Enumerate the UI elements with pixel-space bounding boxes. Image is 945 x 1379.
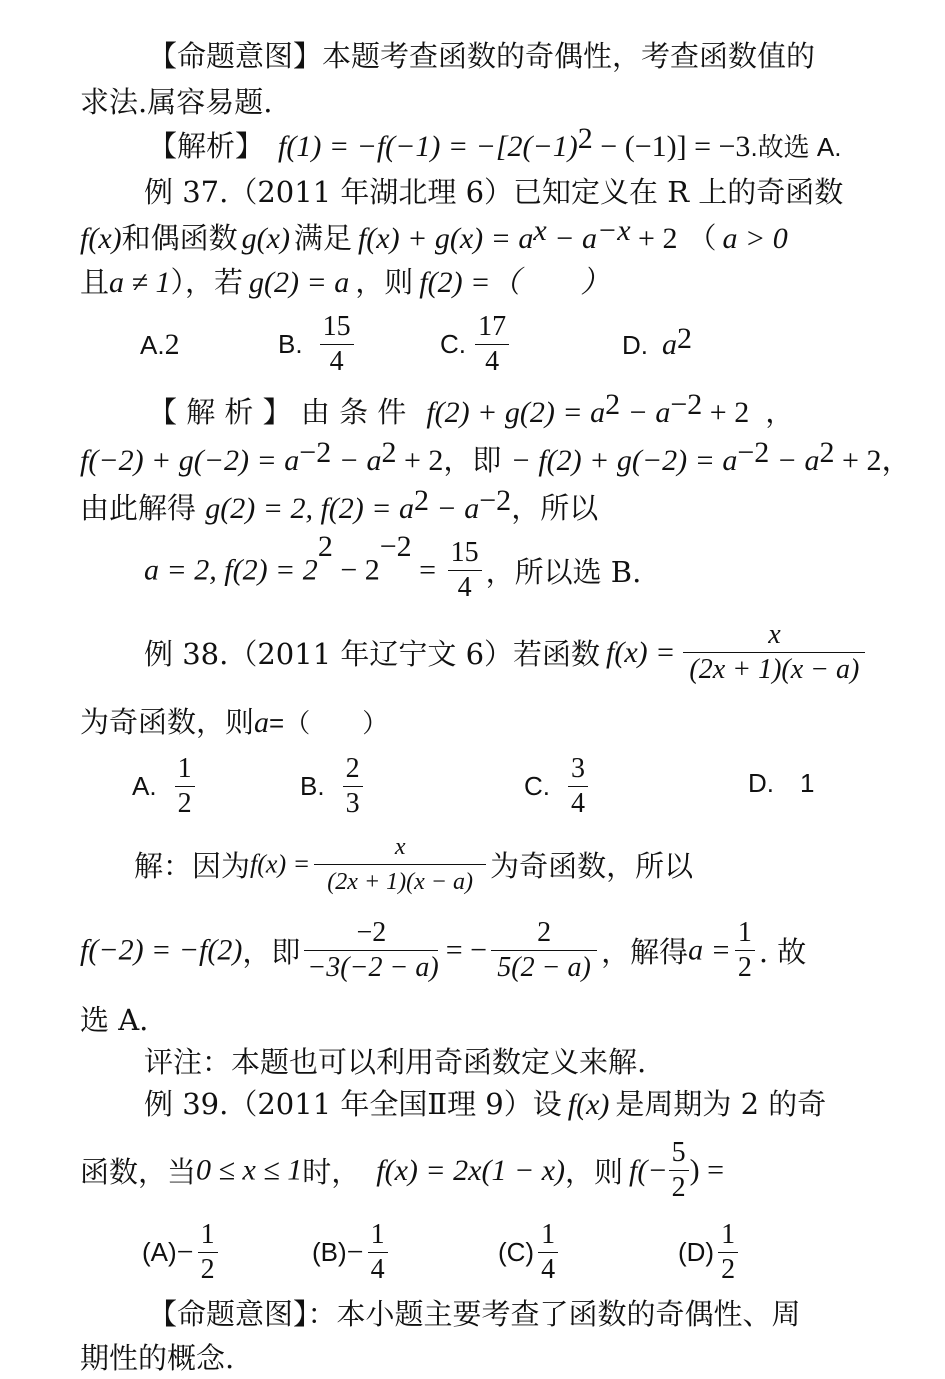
option-38-a: A. $\frac{1}{2}$ [132,752,199,821]
solution-38-line-2: f(−2) = −f(2)，即 $\frac{-2}{-3(-2 - a)}$ = − $\frac{2}{5(2 - a)}$ ，解得a = $\frac{1}{2}$ . 故 [80,917,807,983]
intent-39-line-1: 【命题意图】：本小题主要考查了函数的奇偶性、周 [148,1297,801,1331]
fraction: $\frac{2}{5(2 - a)}$ [491,916,597,985]
fraction: $\frac{1}{4}$ [538,1218,558,1287]
solution-37-line-2: $f(-2) + g(-2) = a^{-2} - a^2 + 2$，即 − $f(2) + g(-2) = a^{-2} - a^2 + 2$， [80,436,912,477]
solution-37-line-3: 由此解得 g(2) = 2, $f(2) = a^2 - a^{-2}$，所以 [80,484,599,525]
fraction: $\frac{5}{2}$ [669,1136,689,1205]
example-38-line-2: 为奇函数，则a=（ ） [80,705,389,739]
example-37-heading: 例 37.（2011 年湖北理 6）已知定义在 R 上的奇函数 [144,175,844,209]
option-37-b: B. $\frac{15}{4}$ [278,310,358,379]
fraction: $\frac{1}{2}$ [175,752,195,821]
fraction: $\frac{-2}{-3(-2 - a)}$ [304,916,441,985]
fraction: $\frac{3}{4}$ [568,752,588,821]
intent-line-2: 求法.属容易题. [80,85,273,119]
fraction: $\frac{x}{(2x + 1)(x - a)}$ [314,830,486,899]
intent-line-1: 【命题意图】本题考查函数的奇偶性，考查函数值的 [148,39,816,73]
analysis-line: 【解析】 $f(1) = -f(-1) = -[2(-1)^2 - (-1)] = -3$.故选 A. [148,122,842,163]
example-38-heading: 例 38.（2011 年辽宁文 6）若函数 f(x) = $\frac{x}{(2x + 1)(x - a)}$ [144,618,869,687]
example-37-line-3: 且a ≠ 1），若 g(2) = a ，则 f(2) =（ ） [80,265,611,299]
solution-37-line-4: a = 2, $f(2) = 2^2 - 2^{-2}$ = $\frac{15}{4}$ ，所以选 B. [144,530,642,603]
fraction: $\frac{x}{(2x + 1)(x - a)}$ [683,618,865,687]
fraction: $\frac{1}{2}$ [718,1218,738,1287]
fraction: $\frac{1}{2}$ [198,1218,218,1287]
fraction: $\frac{1}{4}$ [368,1218,388,1287]
option-37-a: A.2 [140,328,180,361]
solution-38-line-3: 选 A. [80,1003,149,1037]
option-39-a: (A)− $\frac{1}{2}$ [142,1218,222,1287]
fraction: $\frac{15}{4}$ [320,310,354,379]
intent-tag: 【命题意图】 [148,39,323,73]
option-37-c: C. $\frac{17}{4}$ [440,310,513,379]
example-39-line-2: 函数，当0 ≤ x ≤ 1时， f(x) = 2x(1 − x)，则 f(− $\frac{5}{2}$ ) = [80,1137,725,1203]
option-39-b: (B)− $\frac{1}{4}$ [312,1218,392,1287]
fraction: $\frac{15}{4}$ [448,536,482,605]
fraction: $\frac{2}{3}$ [343,752,363,821]
option-38-d: D. 1 [748,768,815,798]
intent-39-line-2: 期性的概念. [80,1341,235,1375]
fraction: $\frac{1}{2}$ [735,916,755,985]
fraction: $\frac{17}{4}$ [475,310,509,379]
option-39-c: (C) $\frac{1}{4}$ [498,1218,562,1287]
solution-38-line-1: 解：因为f(x) = $\frac{x}{(2x + 1)(x - a)}$ 为奇函数，所以 [134,830,693,899]
option-37-d: D. $a^2$ [622,322,692,361]
example-37-line-2: f(x)和偶函数 g(x) 满足 $f(x) + g(x) = a^x - a^{-x} + 2$ （ a > 0 [80,214,788,255]
option-38-b: B. $\frac{2}{3}$ [300,752,367,821]
solution-37-line-1: 【 解 析 】 由 条 件 $f(2) + g(2) = a^2 - a^{-2} + 2$ ， [148,388,795,429]
option-38-c: C. $\frac{3}{4}$ [524,752,592,821]
option-39-d: (D) $\frac{1}{2}$ [678,1218,742,1287]
example-39-heading: 例 39.（2011 年全国Ⅱ理 9）设 f(x) 是周期为 2 的奇 [144,1087,827,1121]
note-line: 评注：本题也可以利用奇函数定义来解. [144,1045,647,1079]
